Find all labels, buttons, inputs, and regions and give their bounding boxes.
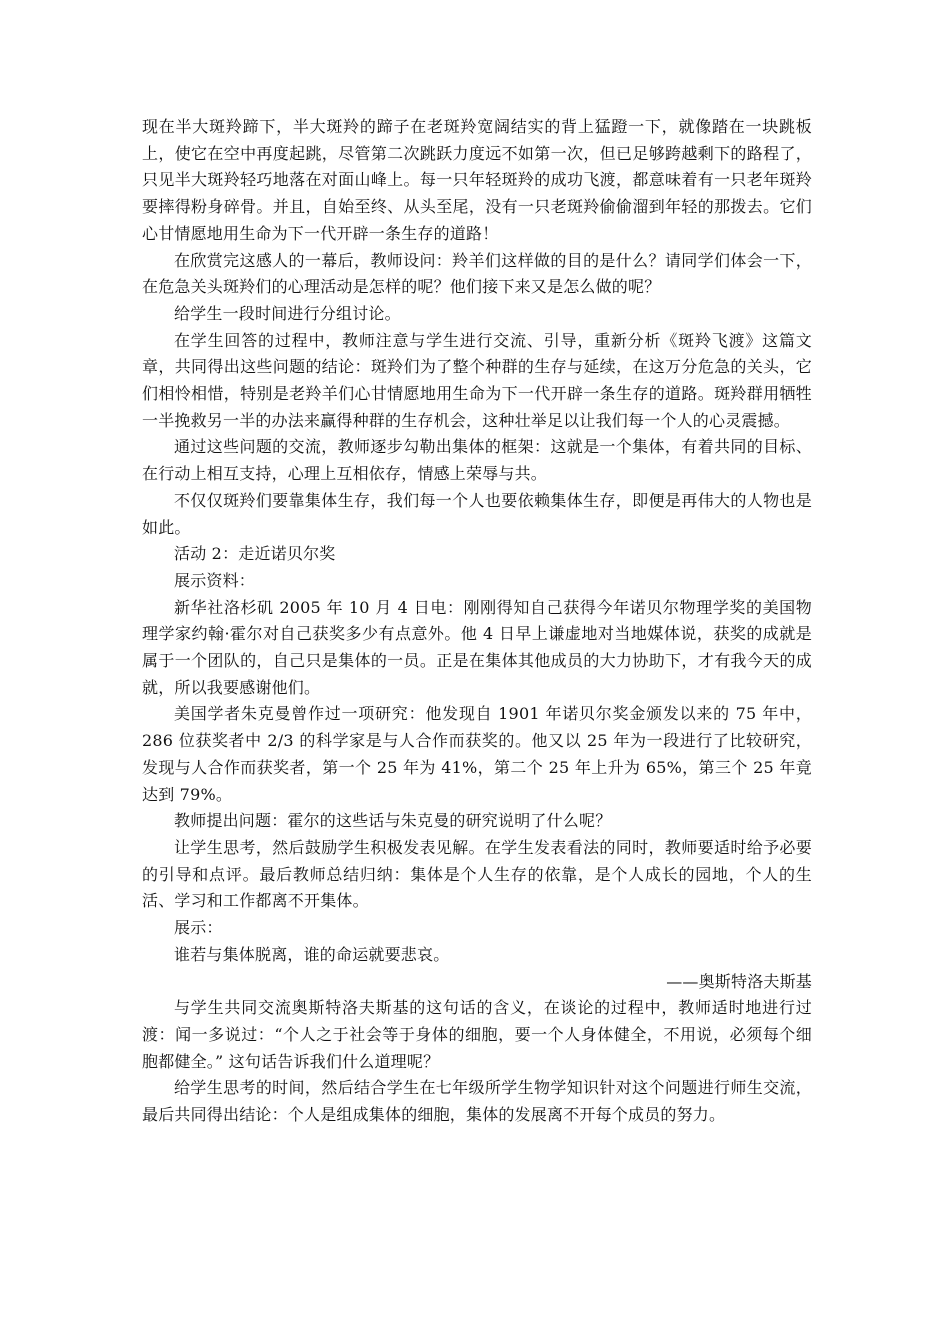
paragraph-teacher-question: 在欣赏完这感人的一幕后，教师设问：羚羊们这样做的目的是什么？请同学们体会一下，在危急关头斑羚们的心理活动是怎样的呢？他们接下来又是怎么做的呢？ <box>142 250 812 297</box>
document-page <box>142 114 812 1129</box>
paragraph-continuation: 现在半大斑羚蹄下，半大斑羚的蹄子在老斑羚宽阔结实的背上猛蹬一下，就像踏在一块跳板上，使它在空中再度起跳，尽管第二次跳跃力度远不如第一次，但已足够跨越剩下的路程了，只见半大斑羚轻巧地落在对面山峰上。每一只年轻斑羚的成功飞渡，都意味着有一只老年斑羚要摔得粉身碎骨。并且，自始至终、从头至尾，没有一只老斑羚偷偷溜到年轻的那拨去。它们心甘情愿地用生命为下一代开辟一条生存的道路！ <box>142 117 812 243</box>
paragraph-zuckerman-study: 美国学者朱克曼曾作过一项研究：他发现自 1901 年诺贝尔奖金颁发以来的 75 年中，286 位获奖者中 2/3 的科学家是与人合作而获奖的。他又以 25 年为一段进行了比较研究，发现与人合作而获奖者，第一个 25 年为 41%，第二个 25 年上升为 65%，第三个 25 年竟达到 79%。 <box>142 704 812 804</box>
display-heading: 展示： <box>174 918 223 938</box>
paragraph-student-thinking: 让学生思考，然后鼓励学生积极发表见解。在学生发表看法的同时，教师要适时给予必要的引导和点评。最后教师总结归纳：集体是个人生存的依靠，是个人成长的园地，个人的生活、学习和工作都离不开集体。 <box>142 837 812 911</box>
quote-attribution: ——奥斯特洛夫斯基 <box>666 971 812 991</box>
materials-heading: 展示资料： <box>174 570 256 590</box>
activity-heading: 活动 2：走近诺贝尔奖 <box>174 544 336 564</box>
quote-text: 谁若与集体脱离，谁的命运就要悲哀。 <box>174 944 450 964</box>
paragraph-teacher-asks: 教师提出问题：霍尔的这些话与朱克曼的研究说明了什么呢？ <box>174 811 612 831</box>
paragraph-quote-discussion: 与学生共同交流奥斯特洛夫斯基的这句话的含义，在谈论的过程中，教师适时地进行过渡：闻一多说过：“个人之于社会等于身体的细胞，要一个人身体健全，不用说，必须每个细胞都健全。” 这句话告诉我们什么道理呢？ <box>142 998 812 1071</box>
paragraph-depend-on-collective: 不仅仅斑羚们要靠集体生存，我们每一个人也要依赖集体生存，即便是再伟大的人物也是如此。 <box>142 490 812 537</box>
paragraph-group-discussion: 给学生一段时间进行分组讨论。 <box>174 303 401 323</box>
paragraph-conclusion: 在学生回答的过程中，教师注意与学生进行交流、引导，重新分析《斑羚飞渡》这篇文章，共同得出这些问题的结论：斑羚们为了整个种群的生存与延续，在这万分危急的关头，它们相怜相惜，特别是老羚羊们心甘情愿地用生命为下一代开辟一条生存的道路。斑羚群用牺牲一半挽救另一半的办法来赢得种群的生存机会，这种壮举足以让我们每一个人的心灵震撼。 <box>142 330 812 430</box>
paragraph-final-conclusion: 给学生思考的时间，然后结合学生在七年级所学生物学知识针对这个问题进行师生交流，最后共同得出结论：个人是组成集体的细胞，集体的发展离不开每个成员的努力。 <box>142 1078 812 1125</box>
paragraph-collective-framework: 通过这些问题的交流，教师逐步勾勒出集体的框架：这就是一个集体，有着共同的目标、在行动上相互支持，心理上互相依存，情感上荣辱与共。 <box>142 437 812 484</box>
paragraph-news-report: 新华社洛杉矶 2005 年 10 月 4 日电：刚刚得知自己获得今年诺贝尔物理学奖的美国物理学家约翰·霍尔对自己获奖多少有点意外。他 4 日早上谦虚地对当地媒体说，获奖的成就是属于一个团队的，自己只是集体的一员。正是在集体其他成员的大力协助下，才有我今天的成就，所以我要感谢他们。 <box>142 597 812 697</box>
